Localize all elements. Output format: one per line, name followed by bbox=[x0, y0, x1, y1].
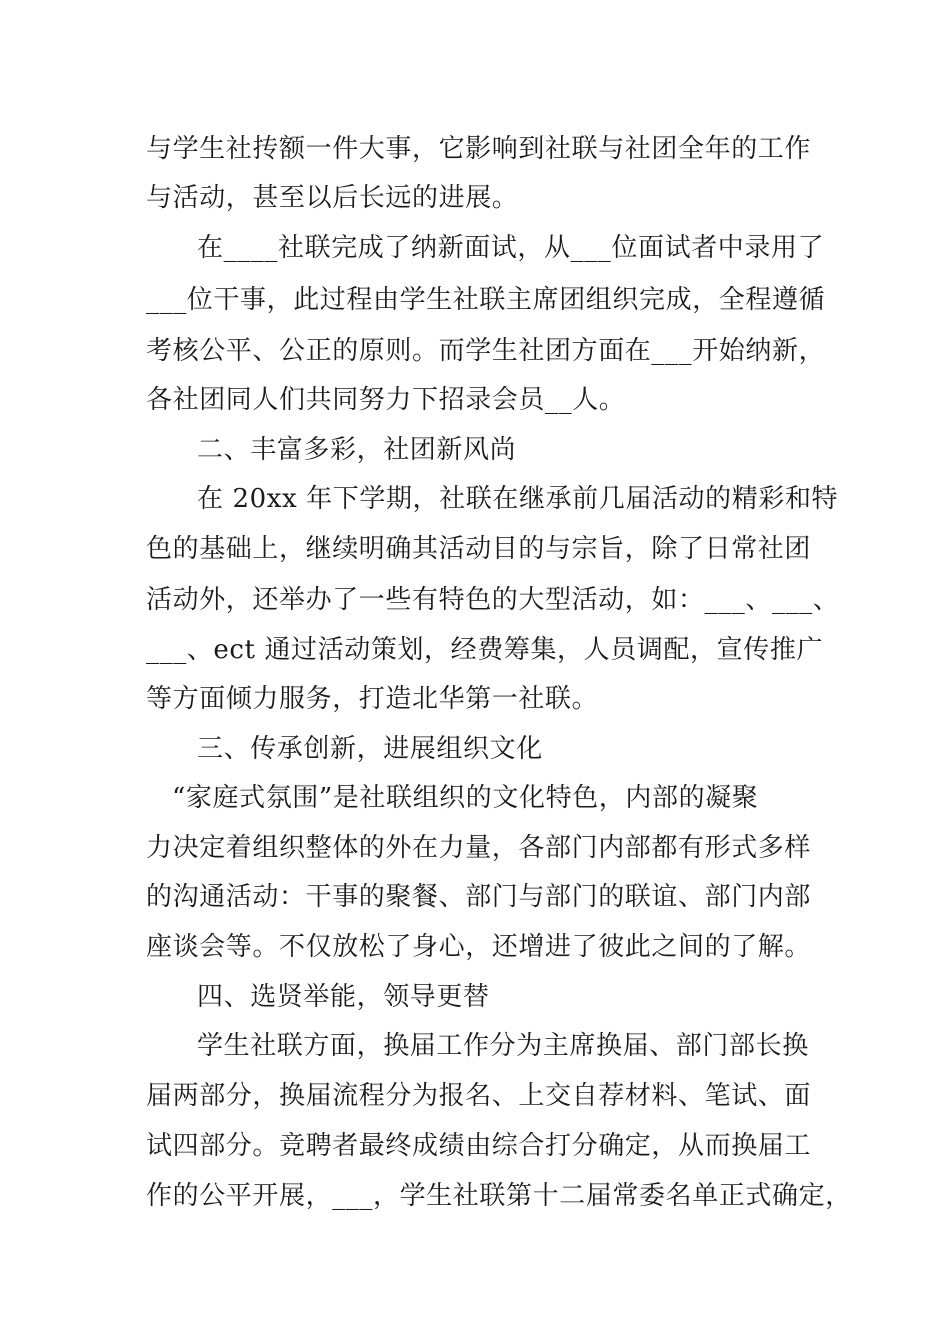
text-line: 等方面倾力服务，打造北华第一社联。 bbox=[146, 684, 599, 714]
text-line: 色的基础上，继续明确其活动目的与宗旨，除了日常社团 bbox=[146, 534, 812, 564]
text-line: 与活动，甚至以后长远的进展。 bbox=[146, 183, 519, 213]
text-line: 各社团同人们共同努力下招录会员__人。 bbox=[146, 385, 626, 415]
text-line: 学生社联方面，换届工作分为主席换届、部门部长换 bbox=[197, 1031, 809, 1061]
text-line: 届两部分，换届流程分为报名、上交自荐材料、笔试、面 bbox=[146, 1081, 812, 1111]
text-line: 活动外，还举办了一些有特色的大型活动，如：___、___、 bbox=[146, 585, 840, 615]
text-line: 试四部分。竞聘者最终成绩由综合打分确定，从而换届工 bbox=[146, 1131, 812, 1161]
section-heading: 二、丰富多彩，社团新风尚 bbox=[197, 435, 517, 465]
text-line: 的沟通活动：干事的聚餐、部门与部门的联谊、部门内部 bbox=[146, 882, 812, 912]
text-line: 与学生社抟额一件大事，它影响到社联与社团全年的工作 bbox=[146, 134, 812, 164]
text-line: 座谈会等。不仅放松了身心，还增进了彼此之间的了解。 bbox=[146, 932, 812, 962]
text-line: 作的公平开展，___，学生社联第十二届常委名单正式确定， bbox=[146, 1181, 852, 1211]
text-line: ___位干事，此过程由学生社联主席团组织完成，全程遵循 bbox=[146, 285, 826, 315]
text-line: “家庭式氛围”是社联组织的文化特色，内部的凝聚 bbox=[172, 783, 759, 813]
text-line: 考核公平、公正的原则。而学生社团方面在___开始纳新， bbox=[146, 336, 826, 366]
section-heading: 三、传承创新，进展组织文化 bbox=[197, 734, 543, 764]
text-line: 力决定着组织整体的外在力量，各部门内部都有形式多样 bbox=[146, 833, 812, 863]
text-line: 在____社联完成了纳新面试，从___位面试者中录用了 bbox=[197, 233, 825, 263]
text-line: ___、ect 通过活动策划，经费筹集，人员调配，宣传推广 bbox=[146, 635, 824, 665]
text-line: 在 20xx 年下学期，社联在继承前几届活动的精彩和特 bbox=[197, 484, 839, 514]
section-heading: 四、选贤举能，领导更替 bbox=[197, 982, 490, 1012]
